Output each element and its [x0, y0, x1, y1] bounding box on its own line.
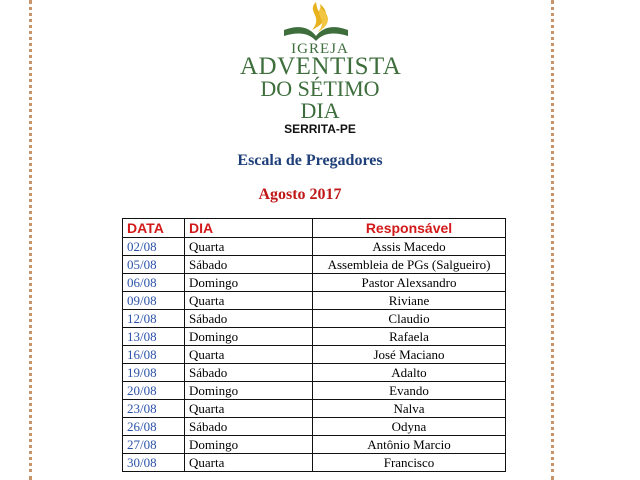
responsible-cell: Pastor Alexsandro: [313, 274, 506, 292]
responsible-cell: Claudio: [313, 310, 506, 328]
responsible-cell: Nalva: [313, 400, 506, 418]
responsible-cell: Assis Macedo: [313, 238, 506, 256]
date-cell: 05/08: [123, 256, 185, 274]
city-heading: SERRITA-PE: [284, 122, 356, 136]
day-cell: Quarta: [185, 454, 313, 472]
date-cell: 02/08: [123, 238, 185, 256]
date-cell: 09/08: [123, 292, 185, 310]
responsible-cell: Evando: [313, 382, 506, 400]
date-cell: 19/08: [123, 364, 185, 382]
date-cell: 20/08: [123, 382, 185, 400]
day-cell: Domingo: [185, 274, 313, 292]
day-cell: Sábado: [185, 256, 313, 274]
day-cell: Quarta: [185, 346, 313, 364]
day-cell: Sábado: [185, 310, 313, 328]
responsible-cell: Riviane: [313, 292, 506, 310]
date-cell: 26/08: [123, 418, 185, 436]
table-row: [123, 328, 506, 346]
date-cell: 30/08: [123, 454, 185, 472]
table-row: [123, 274, 506, 292]
table-row: [123, 400, 506, 418]
preacher-schedule-table: [122, 218, 506, 472]
column-header-day: DIA: [185, 219, 313, 238]
day-cell: Sábado: [185, 364, 313, 382]
table-header-row: [123, 219, 506, 238]
table-row: [123, 292, 506, 310]
responsible-cell: Adalto: [313, 364, 506, 382]
table-row: [123, 310, 506, 328]
column-header-responsible: Responsável: [313, 219, 506, 238]
day-cell: Sábado: [185, 418, 313, 436]
date-cell: 16/08: [123, 346, 185, 364]
day-cell: Domingo: [185, 328, 313, 346]
day-cell: Quarta: [185, 400, 313, 418]
logo-text-adventista: ADVENTISTA: [240, 53, 402, 80]
table-row: [123, 382, 506, 400]
table-row: [123, 436, 506, 454]
date-cell: 12/08: [123, 310, 185, 328]
date-cell: 06/08: [123, 274, 185, 292]
table-row: [123, 364, 506, 382]
church-logo: [240, 0, 402, 123]
bible-flame-icon: [276, 0, 356, 42]
table-row: [123, 256, 506, 274]
column-header-date: DATA: [123, 219, 185, 238]
responsible-cell: Antônio Marcio: [313, 436, 506, 454]
table-row: [123, 418, 506, 436]
table-row: [123, 346, 506, 364]
table-row: [123, 454, 506, 472]
responsible-cell: Odyna: [313, 418, 506, 436]
date-cell: 13/08: [123, 328, 185, 346]
page-subtitle: Agosto 2017: [258, 186, 342, 203]
day-cell: Quarta: [185, 238, 313, 256]
responsible-cell: José Maciano: [313, 346, 506, 364]
date-cell: 23/08: [123, 400, 185, 418]
date-cell: 27/08: [123, 436, 185, 454]
responsible-cell: Francisco: [313, 454, 506, 472]
logo-text-setimo-dia: DO SÉTIMO DIA: [260, 76, 380, 123]
day-cell: Quarta: [185, 292, 313, 310]
logo-text-igreja: IGREJA: [291, 41, 349, 57]
day-cell: Domingo: [185, 382, 313, 400]
responsible-cell: Assembleia de PGs (Salgueiro): [313, 256, 506, 274]
responsible-cell: Rafaela: [313, 328, 506, 346]
table-row: [123, 238, 506, 256]
day-cell: Domingo: [185, 436, 313, 454]
page-title: Escala de Pregadores: [237, 152, 383, 169]
